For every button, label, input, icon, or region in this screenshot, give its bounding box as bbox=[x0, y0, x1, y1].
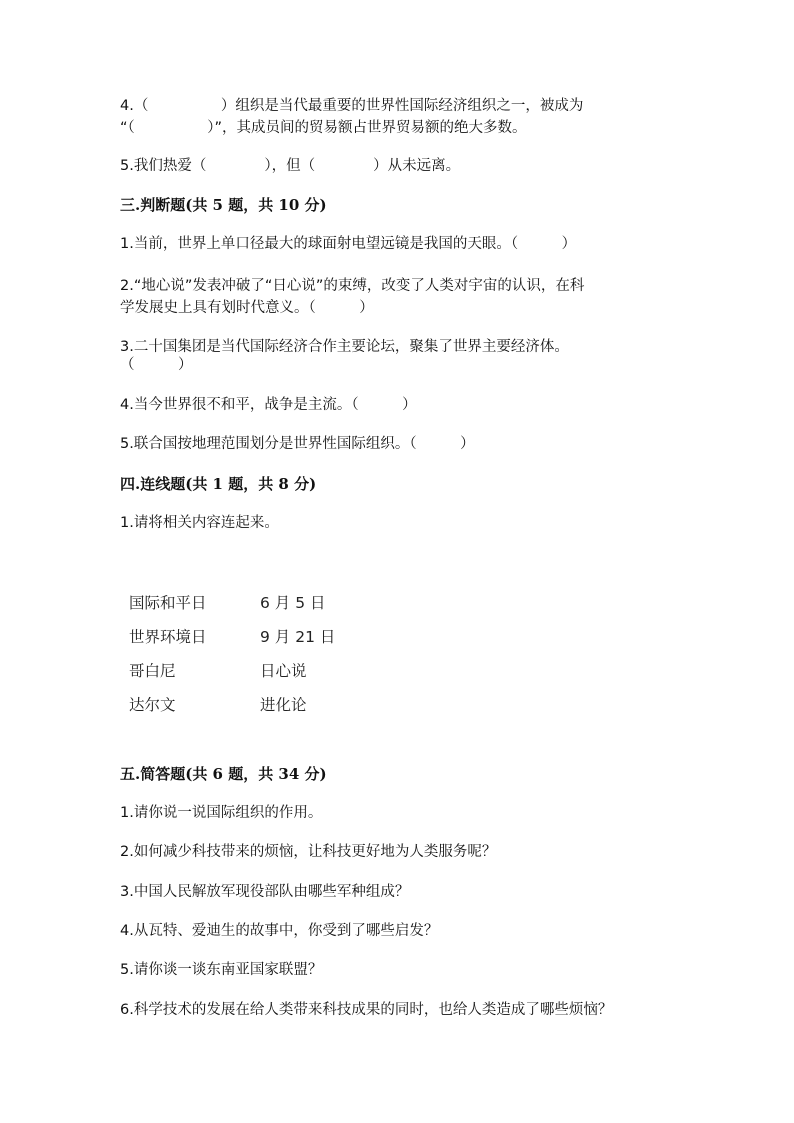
match-left-item: 国际和平日 bbox=[129, 594, 207, 612]
short-q3: 3.中国人民解放军现役部队由哪些军种组成？ bbox=[120, 884, 410, 900]
match-right-item: 进化论 bbox=[260, 696, 307, 714]
judge-q4: 4.当今世界很不和平，战争是主流。（ ） bbox=[120, 397, 417, 413]
judge-q1: 1.当前，世界上单口径最大的球面射电望远镜是我国的天眼。（ ） bbox=[120, 236, 577, 252]
section-title-short: 五.简答题(共 6 题，共 34 分) bbox=[120, 765, 327, 783]
short-q5: 5.请你谈一谈东南亚国家联盟？ bbox=[120, 962, 323, 978]
match-left-item: 达尔文 bbox=[129, 696, 176, 714]
section-title-judge: 三.判断题(共 5 题，共 10 分) bbox=[120, 196, 327, 214]
judge-q3-line1: 3.二十国集团是当代国际经济合作主要论坛，聚集了世界主要经济体。 bbox=[120, 339, 569, 355]
judge-q2-line1: 2.“地心说”发表冲破了“日心说”的束缚，改变了人类对宇宙的认识，在科 bbox=[120, 278, 585, 294]
match-right-item: 9 月 21 日 bbox=[260, 628, 336, 646]
short-q6: 6.科学技术的发展在给人类带来科技成果的同时，也给人类造成了哪些烦恼？ bbox=[120, 1002, 613, 1018]
short-q2: 2.如何减少科技带来的烦恼，让科技更好地为人类服务呢？ bbox=[120, 844, 497, 860]
short-q1: 1.请你说一说国际组织的作用。 bbox=[120, 805, 323, 821]
judge-q3-line2: （ ） bbox=[120, 357, 193, 373]
section-title-match: 四.连线题(共 1 题，共 8 分) bbox=[120, 475, 317, 493]
judge-q5: 5.联合国按地理范围划分是世界性国际组织。（ ） bbox=[120, 436, 475, 452]
match-left-item: 世界环境日 bbox=[129, 628, 207, 646]
fill-in-q4-line2: “（ ）”，其成员间的贸易额占世界贸易额的绝大多数。 bbox=[120, 120, 527, 136]
match-left-item: 哥白尼 bbox=[129, 662, 176, 680]
match-right-item: 日心说 bbox=[260, 662, 307, 680]
fill-in-q5: 5.我们热爱（ ），但（ ）从未远离。 bbox=[120, 158, 461, 174]
judge-q2-line2: 学发展史上具有划时代意义。（ ） bbox=[120, 300, 374, 316]
short-q4: 4.从瓦特、爱迪生的故事中，你受到了哪些启发？ bbox=[120, 923, 439, 939]
fill-in-q4-line1: 4.（ ）组织是当代最重要的世界性国际经济组织之一，被成为 bbox=[120, 98, 584, 114]
match-right-item: 6 月 5 日 bbox=[260, 594, 326, 612]
match-q1: 1.请将相关内容连起来。 bbox=[120, 515, 279, 531]
